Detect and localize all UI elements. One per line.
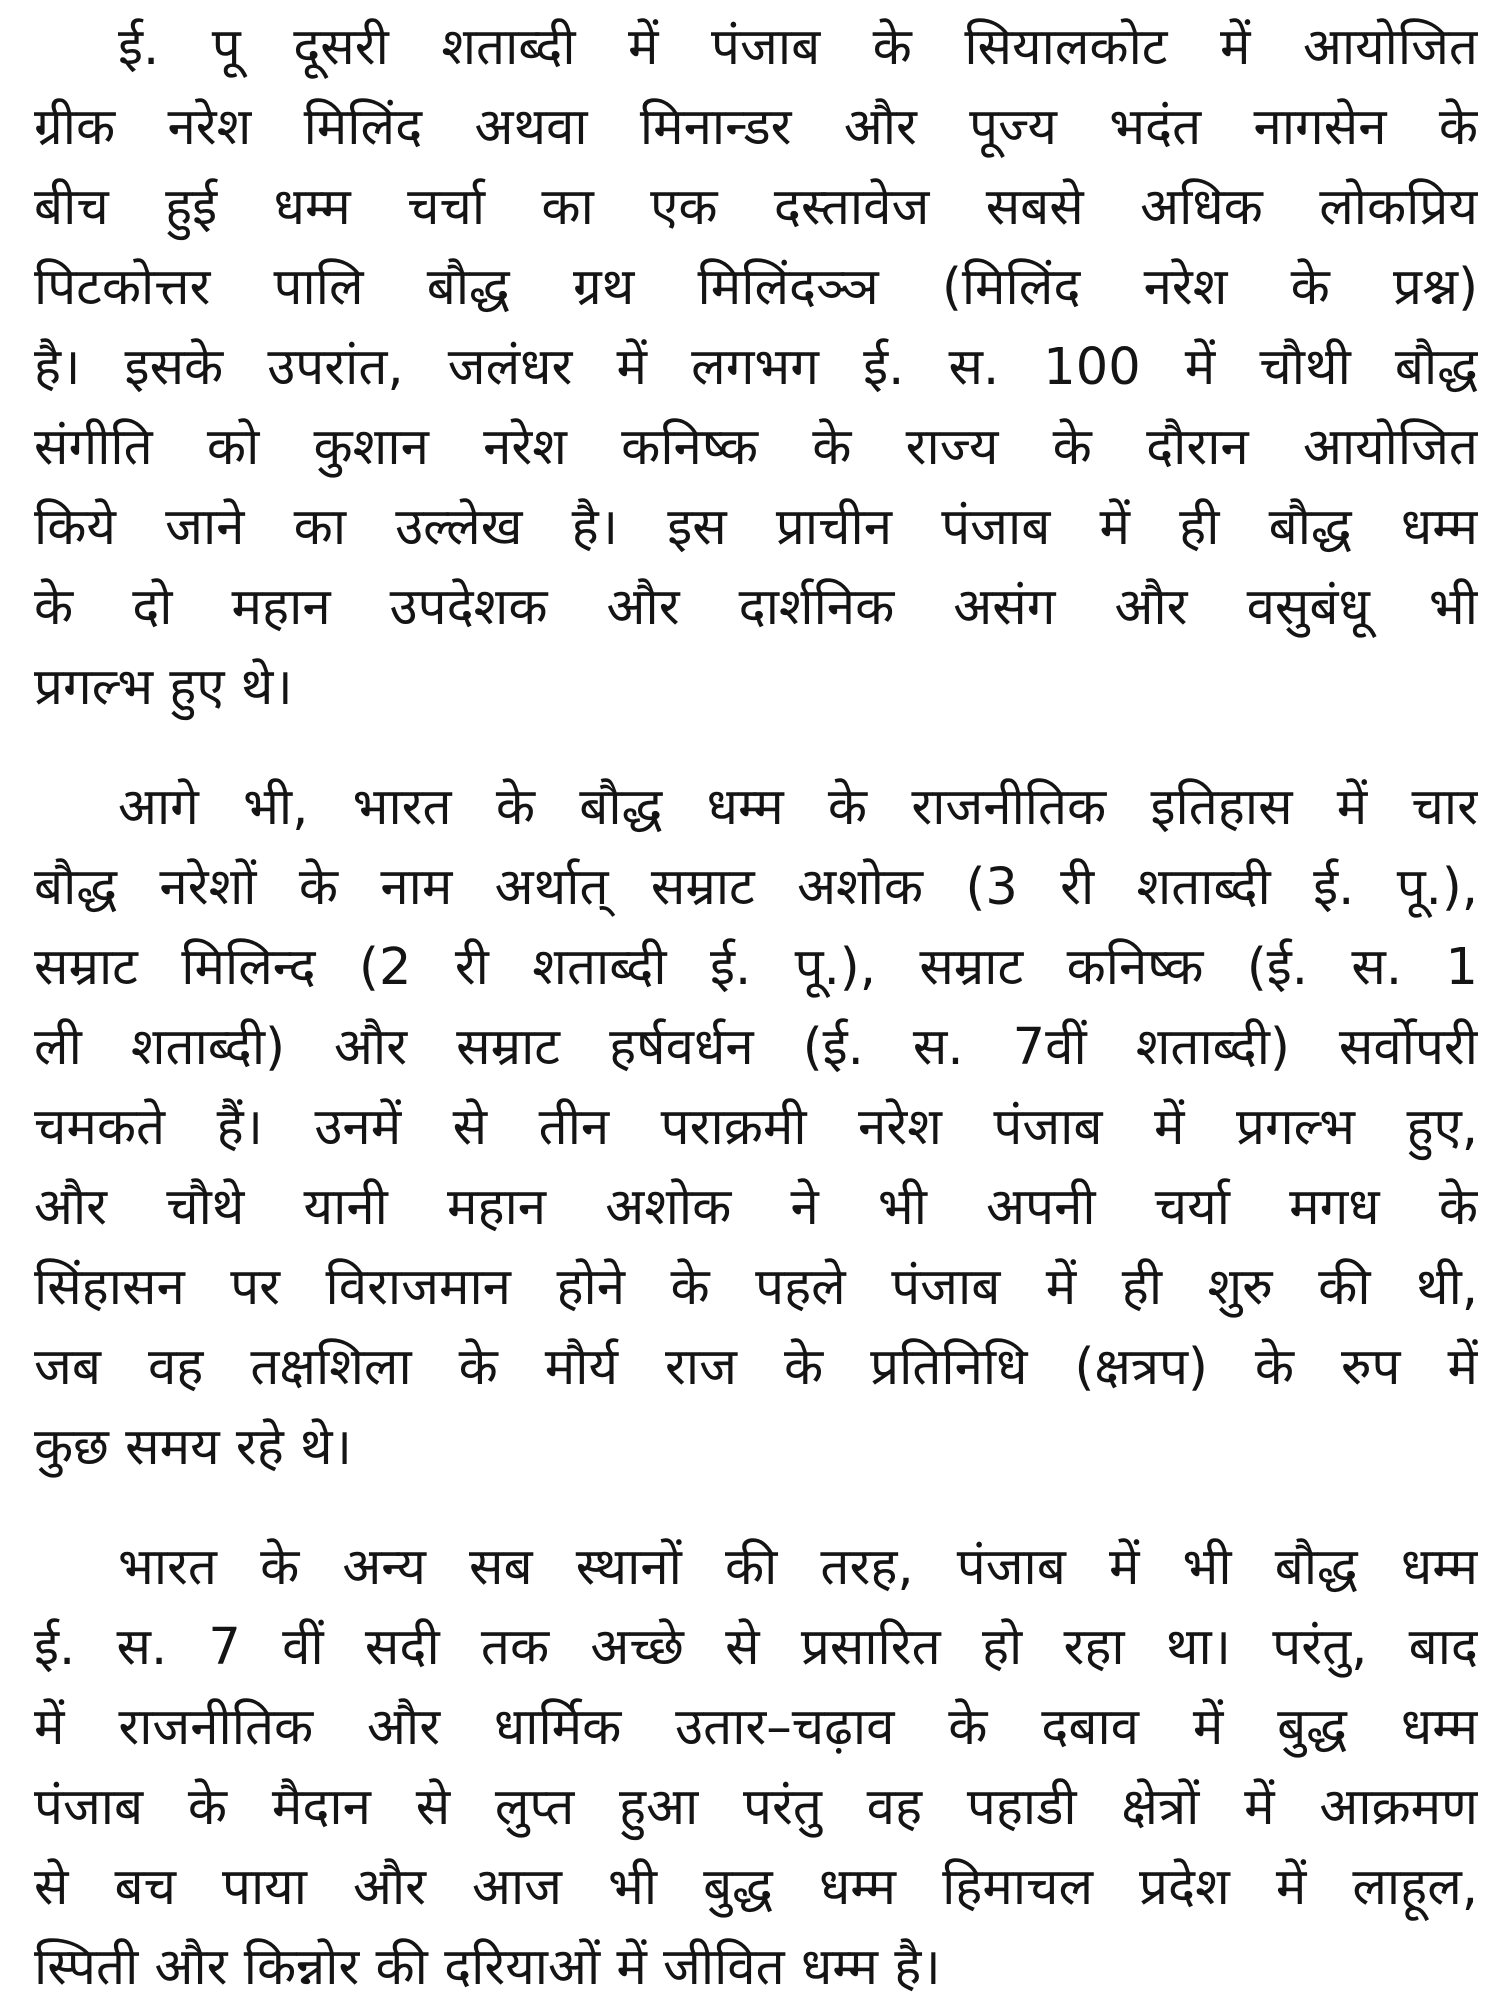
text-line: बीच हुई धम्म चर्चा का एक दस्तावेज सबसे अधिक लोकप्रिय	[34, 178, 1478, 237]
text-line: और चौथे यानी महान अशोक ने भी अपनी चर्या मगध के	[34, 1178, 1478, 1237]
text-line: सिंहासन पर विराजमान होने के पहले पंजाब में ही शुरु की थी,	[34, 1258, 1478, 1317]
text-line: से बच पाया और आज भी बुद्ध धम्म हिमाचल प्रदेश में लाहूल,	[34, 1858, 1478, 1917]
paragraph-punjab-history	[34, 8, 1478, 728]
text-line: में राजनीतिक और धार्मिक उतार–चढ़ाव के दबाव में बुद्ध धम्म	[34, 1698, 1478, 1757]
text-line: भारत के अन्य सब स्थानों की तरह, पंजाब में भी बौद्ध धम्म	[118, 1538, 1478, 1597]
text-line: स्पिती और किन्नोर की दरियाओं में जीवित धम्म है।	[34, 1938, 941, 1997]
text-line: आगे भी, भारत के बौद्ध धम्म के राजनीतिक इतिहास में चार	[118, 778, 1478, 837]
text-line: किये जाने का उल्लेख है। इस प्राचीन पंजाब में ही बौद्ध धम्म	[34, 498, 1478, 557]
text-line: प्रगल्भ हुए थे।	[34, 658, 293, 717]
paragraph-dhamma-decline	[34, 1528, 1478, 2008]
text-line: है। इसके उपरांत, जलंधर में लगभग ई. स. 100 में चौथी बौद्ध	[34, 338, 1478, 397]
text-line: ई. स. 7 वीं सदी तक अच्छे से प्रसारित हो रहा था। परंतु, बाद	[34, 1618, 1478, 1677]
text-line: कुछ समय रहे थे।	[34, 1418, 352, 1477]
text-line: संगीति को कुशान नरेश कनिष्क के राज्य के दौरान आयोजित	[34, 418, 1478, 477]
text-line: चमकते हैं। उनमें से तीन पराक्रमी नरेश पंजाब में प्रगल्भ हुए,	[34, 1098, 1478, 1157]
text-line: जब वह तक्षशिला के मौर्य राज के प्रतिनिधि (क्षत्रप) के रुप में	[34, 1338, 1478, 1397]
text-line: के दो महान उपदेशक और दार्शनिक असंग और वसुबंधू भी	[34, 578, 1478, 637]
text-line: पंजाब के मैदान से लुप्त हुआ परंतु वह पहाडी क्षेत्रों में आक्रमण	[34, 1778, 1478, 1837]
text-line: ई. पू दूसरी शताब्दी में पंजाब के सियालकोट में आयोजित	[118, 18, 1478, 77]
paragraph-buddhist-kings	[34, 768, 1478, 1488]
text-line: पिटकोत्तर पालि बौद्ध ग्रथ मिलिंदञ्ञ (मिलिंद नरेश के प्रश्न)	[34, 258, 1478, 317]
text-line: ली शताब्दी) और सम्राट हर्षवर्धन (ई. स. 7वीं शताब्दी) सर्वोपरी	[34, 1018, 1478, 1077]
text-line: बौद्ध नरेशों के नाम अर्थात् सम्राट अशोक (3 री शताब्दी ई. पू.),	[34, 858, 1478, 917]
text-line: सम्राट मिलिन्द (2 री शताब्दी ई. पू.), सम्राट कनिष्क (ई. स. 1	[34, 938, 1478, 997]
text-line: ग्रीक नरेश मिलिंद अथवा मिनान्डर और पूज्य भदंत नागसेन के	[34, 98, 1478, 157]
